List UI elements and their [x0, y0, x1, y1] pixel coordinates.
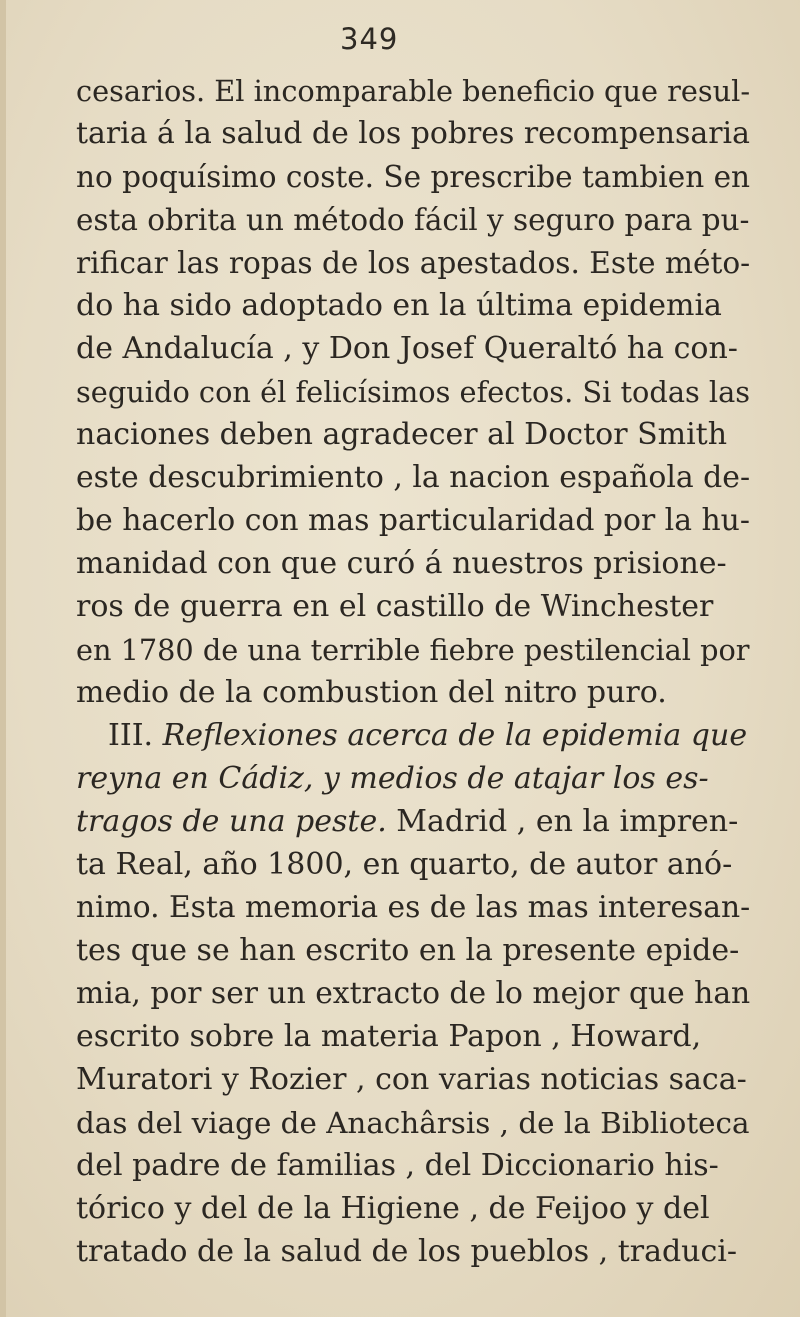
section-number: III.	[108, 718, 163, 753]
text-line: en 1780 de una terrible fiebre pestilencial por	[76, 633, 750, 667]
text-line: rificar las ropas de los apestados. Este méto-	[76, 246, 751, 280]
text-line: cesarios. El incomparable beneficio que resul-	[76, 74, 751, 108]
text-line: taria á la salud de los pobres recompensaria	[76, 116, 750, 151]
text-line: tratado de la salud de los pueblos , traduci-	[76, 1234, 738, 1269]
text-line: do ha sido adoptado en la última epidemia	[76, 288, 722, 323]
text-line: seguido con él felicísimos efectos. Si todas las	[76, 375, 751, 409]
text-line: ros de guerra en el castillo de Winchester	[76, 589, 714, 624]
text-line: medio de la combustion del nitro puro.	[76, 675, 667, 710]
page-edge	[0, 0, 6, 1317]
text-line: ta Real, año 1800, en quarto, de autor anó-	[76, 847, 733, 882]
section-title: Reflexiones acerca de la epidemia que	[162, 718, 748, 753]
text-line: tes que se han escrito en la presente epide-	[76, 933, 740, 968]
text-line: nimo. Esta memoria es de las mas interesan-	[76, 890, 751, 925]
text-line: mia, por ser un extracto de lo mejor que han	[76, 976, 751, 1011]
text-line: escrito sobre la materia Papon , Howard,	[76, 1019, 702, 1054]
text-line: manidad con que curó á nuestros prisione-	[76, 546, 727, 581]
text-line: tórico y del de la Higiene , de Feijoo y del	[76, 1191, 710, 1226]
text-line: de Andalucía , y Don Josef Queraltó ha con-	[76, 331, 738, 366]
text-line: no poquísimo coste. Se prescribe tambien en	[76, 160, 751, 194]
text-line: este descubrimiento , la nacion española de-	[76, 460, 751, 495]
page-number: 349	[340, 22, 399, 56]
text-line: das del viage de Anachârsis , de la Biblioteca	[76, 1106, 750, 1140]
text-line: del padre de familias , del Diccionario his-	[76, 1148, 719, 1183]
text-line: esta obrita un método fácil y seguro para pu-	[76, 203, 750, 237]
text-line: naciones deben agradecer al Doctor Smith	[76, 417, 728, 452]
text-line: Muratori y Rozier , con varias noticias saca-	[76, 1062, 747, 1097]
text-line: be hacerlo con mas particularidad por la hu-	[76, 503, 750, 538]
text-line: tragos de una peste. Madrid , en la impren-	[76, 804, 739, 839]
text-line: reyna en Cádiz, y medios de atajar los es-	[76, 761, 709, 796]
